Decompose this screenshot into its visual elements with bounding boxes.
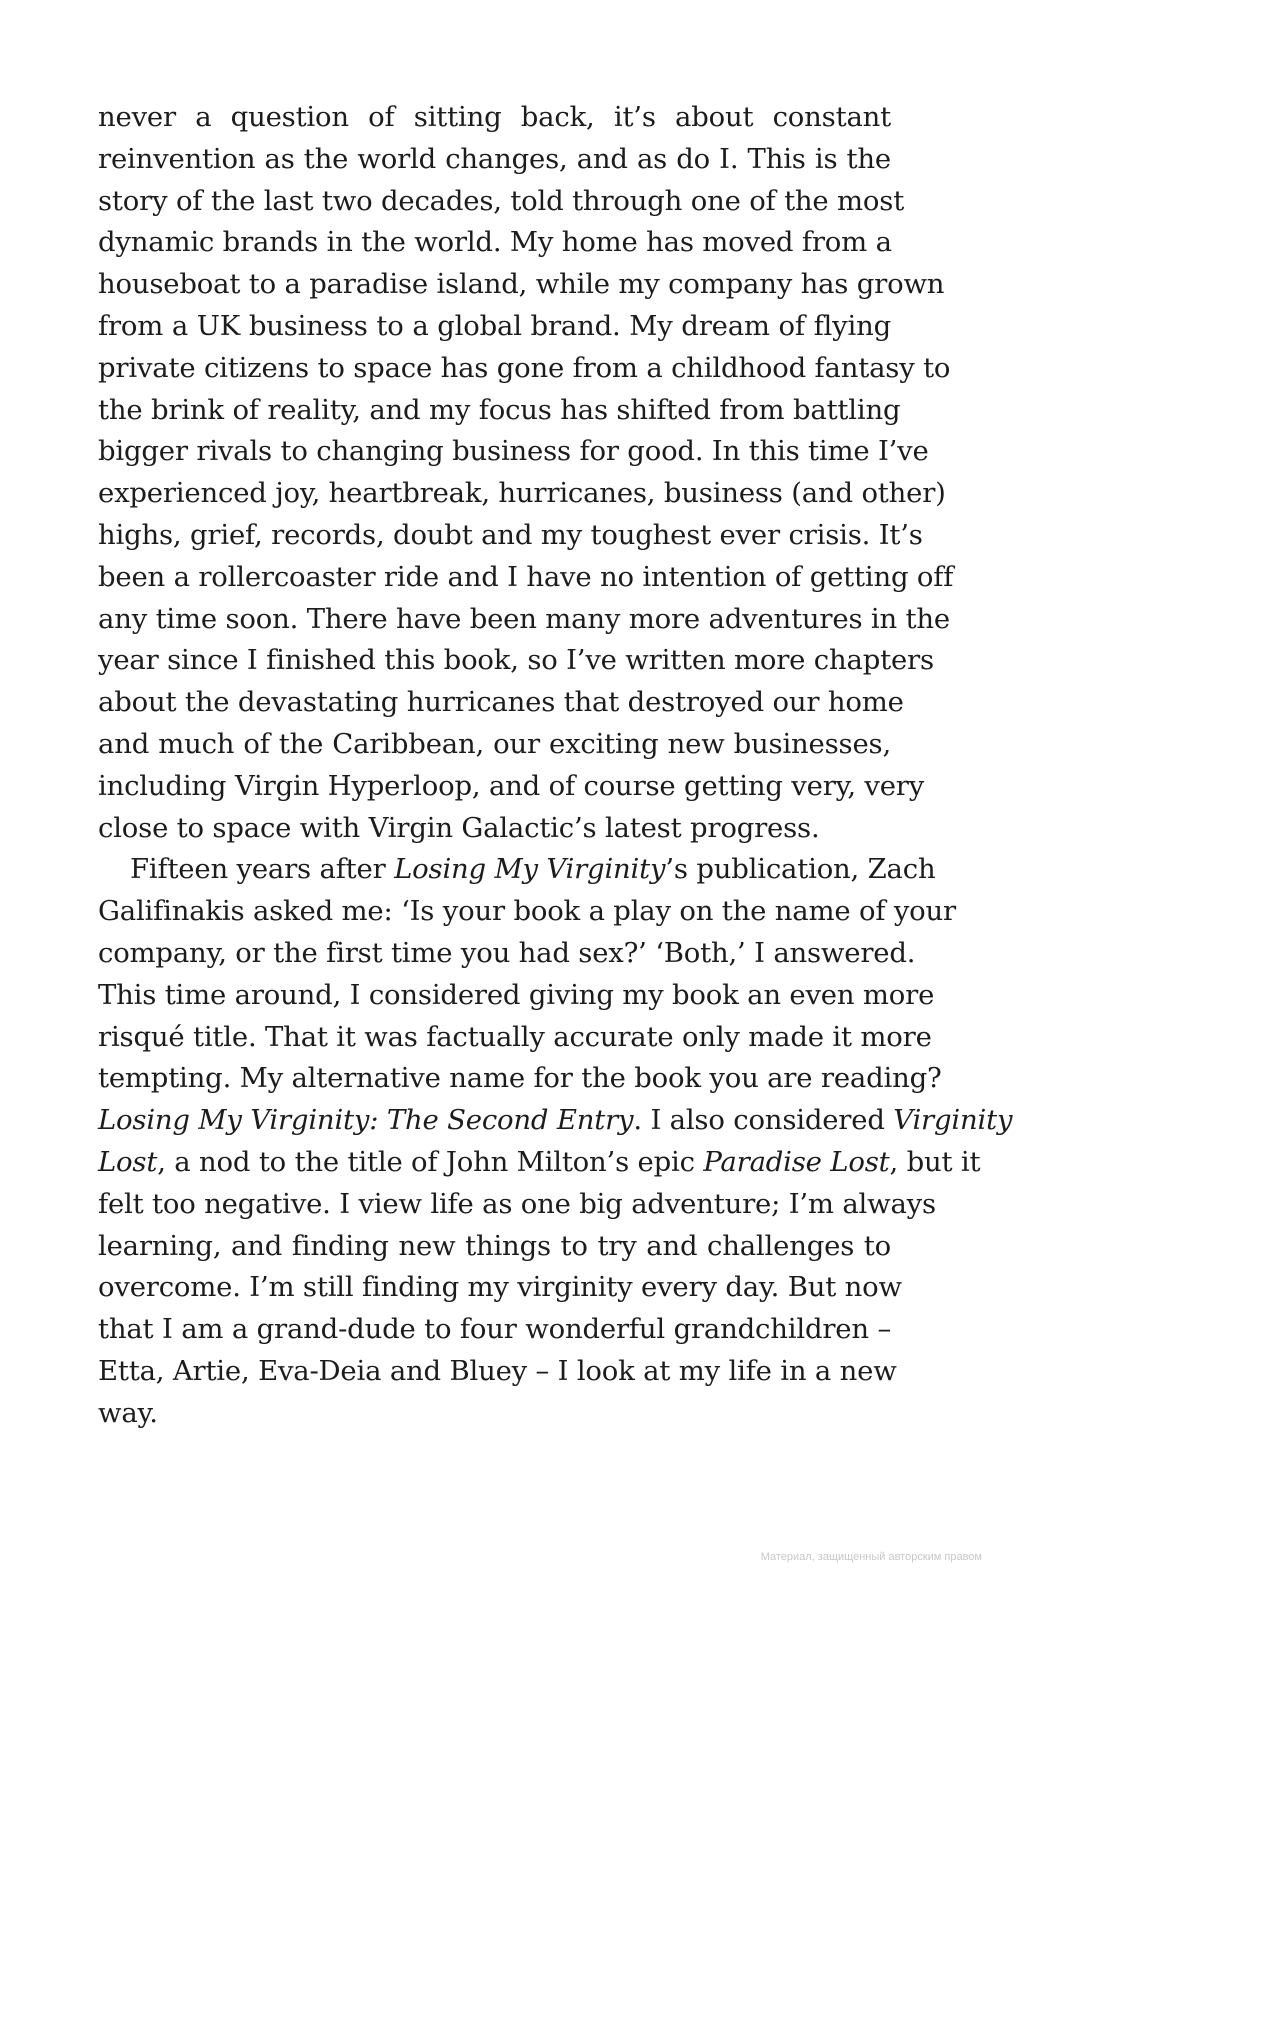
text-line: This time around, I considered giving my book an even more <box>98 978 935 1011</box>
text-line: including Virgin Hyperloop, and of course getting very, very <box>98 769 925 802</box>
text-line: year since I finished this book, so I’ve written more chapters <box>98 644 934 677</box>
text-line: reinvention as the world changes, and as do I. This is the <box>98 142 891 175</box>
text-line: from a UK business to a global brand. My dream of flying <box>98 309 891 342</box>
paragraph-continued <box>98 97 954 849</box>
text-line: close to space with Virgin Galactic’s latest progress. <box>98 811 820 844</box>
text-line: company, or the first time you had sex?’ ‘Both,’ I answered. <box>98 936 916 969</box>
book-title: Virginity <box>893 1104 1013 1137</box>
text-run: Fifteen years after <box>130 853 395 886</box>
text-line: about the devastating hurricanes that destroyed our home <box>98 686 904 719</box>
text-line: Etta, Artie, Eva-Deia and Bluey – I look at my life in a new <box>98 1354 897 1387</box>
text-line <box>98 1142 981 1184</box>
text-line: never a question of sitting back, it’s about constant <box>98 101 891 133</box>
text-line: houseboat to a paradise island, while my company has grown <box>98 268 945 301</box>
text-line: private citizens to space has gone from a childhood fantasy to <box>98 351 951 384</box>
body-text <box>98 97 1013 1435</box>
book-title: Losing My Virginity <box>394 853 666 886</box>
text-line: the brink of reality, and my focus has shifted from battling <box>98 393 901 426</box>
text-line: highs, grief, records, doubt and my toughest ever crisis. It’s <box>98 518 923 551</box>
copyright-watermark: Материал, защищенный авторским правом <box>760 1551 982 1563</box>
text-line: Galifinakis asked me: ‘Is your book a play on the name of your <box>98 895 956 928</box>
text-line: been a rollercoaster ride and I have no intention of getting off <box>98 560 954 593</box>
text-line: story of the last two decades, told through one of the most <box>98 184 905 217</box>
text-line <box>98 849 936 891</box>
text-line: that I am a grand-dude to four wonderful grandchildren – <box>98 1313 891 1346</box>
text-line: overcome. I’m still finding my virginity every day. But now <box>98 1271 902 1304</box>
text-line: way. <box>98 1396 158 1429</box>
text-line: bigger rivals to changing business for good. In this time I’ve <box>98 435 929 468</box>
book-title: Lost <box>98 1145 158 1178</box>
text-line <box>98 1100 1013 1142</box>
text-run: , but it <box>889 1145 981 1178</box>
text-run: ’s publication, Zach <box>665 853 936 886</box>
text-line: and much of the Caribbean, our exciting new businesses, <box>98 727 891 760</box>
text-line: risqué title. That it was factually accurate only made it more <box>98 1020 932 1053</box>
paragraph <box>98 849 1013 1434</box>
text-line: learning, and finding new things to try and challenges to <box>98 1229 891 1262</box>
text-line: felt too negative. I view life as one big adventure; I’m always <box>98 1187 936 1220</box>
book-title: Losing My Virginity: The Second Entry <box>98 1104 634 1137</box>
book-title: Paradise Lost <box>703 1145 890 1178</box>
text-run: , a nod to the title of John Milton’s epic <box>157 1145 704 1178</box>
text-line: dynamic brands in the world. My home has moved from a <box>98 226 892 259</box>
text-line: tempting. My alternative name for the book you are reading? <box>98 1062 942 1095</box>
text-line: any time soon. There have been many more adventures in the <box>98 602 950 635</box>
text-line: experienced joy, heartbreak, hurricanes, business (and other) <box>98 477 946 510</box>
text-run: . I also considered <box>633 1104 894 1137</box>
